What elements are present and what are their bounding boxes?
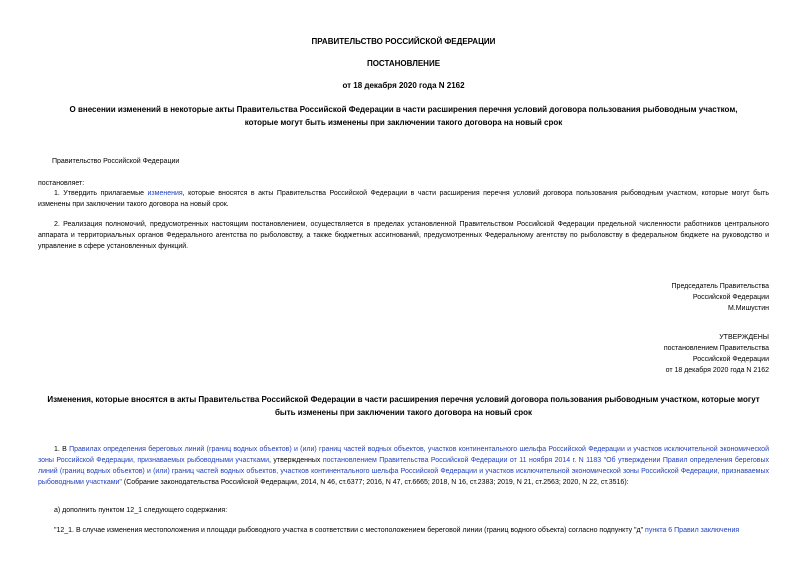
rules-link[interactable]: Правилах определения береговых линий (границ водных объектов) и (или) границ частей водных объектов, участков континентального шельфа Российской Федерации и участков исключительной экономической зоны Российской Федерации, признаваемых рыбоводными участками [38, 446, 769, 464]
signature-name: М.Мишустин [727, 305, 769, 312]
signature-org: Российской Федерации [692, 294, 769, 301]
page-title: О внесении изменений в некоторые акты Правительства Российской Федерации в части расширения перечня условий договора пользования рыбоводным участком, которые могут быть изменены при заключении такого договора на новый срок [69, 105, 738, 127]
signature-position: Председатель Правительства [671, 283, 769, 290]
changes-item-1 [38, 444, 769, 488]
changes-link[interactable]: изменения [147, 190, 183, 197]
quote-text: "12_1. В случае изменения местоположения и площади рыбоводного участка в соответствии с местоположением береговой линии (границ водного объекта) согласно подпункту "д" [54, 527, 646, 534]
government-heading: ПРАВИТЕЛЬСТВО РОССИЙСКОЙ ФЕДЕРАЦИИ [311, 37, 496, 46]
paragraph-2: 2. Реализация полномочий, предусмотренных настоящим постановлением, осуществляется в пределах установленной Правительством Российской Федерации предельной численности работников центрального аппарата и территориальных органов Федерального агентства по рыболовству, а также бюджетных ассигнований, предусмотренных Федеральному агентству по рыболовству в федеральном бюджете на руководство и управление в сфере установленных функций. [38, 221, 769, 250]
resolution-link[interactable]: постановлением Правительства Российской Федерации от 11 ноября 2014 г. N 1183 "Об утверждении Правил определения береговых линий (границ водных объектов) и (или) границ частей водных объектов, участков континентального шельфа Российской Федерации и участков исключительной экономической зоны Российской Федерации, признаваемых рыбоводными участками" [38, 457, 770, 486]
item-1-text-b: , утвержденных [269, 457, 323, 464]
approval-date: от 18 декабря 2020 года N 2162 [665, 367, 769, 374]
rules-conclusion-link[interactable]: пункта 6 Правил заключения [645, 527, 740, 534]
approval-by: постановлением Правительства [663, 345, 769, 352]
paragraph-1-text-a: 1. Утвердить прилагаемые [54, 190, 148, 197]
item-1-text-c: (Собрание законодательства Российской Федерации, 2014, N 46, ст.6377; 2016, N 47, ст.6665; 2018, N 16, ст.2383; 2019, N 21, ст.2563; 2020, N 22, ст.3516): [121, 479, 629, 486]
signature-block [672, 281, 769, 314]
sub-item-a: а) дополнить пунктом 12_1 следующего содержания: [54, 507, 228, 514]
date-number: от 18 декабря 2020 года N 2162 [342, 81, 465, 90]
paragraph-1-text-b: , которые вносятся в акты Правительства Российской Федерации в части расширения перечня условий договора пользования рыбоводным участком, которые могут быть изменены при заключении такого договора на новый срок. [38, 190, 769, 208]
approval-heading: УТВЕРЖДЕНЫ [719, 334, 769, 341]
approval-org: Российской Федерации [692, 356, 769, 363]
decree-text: постановляет: [38, 180, 85, 187]
changes-title: Изменения, которые вносятся в акты Правительства Российской Федерации в части расширения перечня условий договора пользования рыбоводным участком, которые могут быть изменены при заключении такого договора на новый срок [47, 395, 760, 417]
quote-paragraph [38, 525, 769, 536]
paragraph-1 [38, 188, 769, 210]
item-1-text-a: 1. В [54, 446, 70, 453]
intro-text: Правительство Российской Федерации [52, 158, 180, 165]
approval-block [664, 332, 769, 376]
doc-type-heading: ПОСТАНОВЛЕНИЕ [366, 59, 441, 68]
